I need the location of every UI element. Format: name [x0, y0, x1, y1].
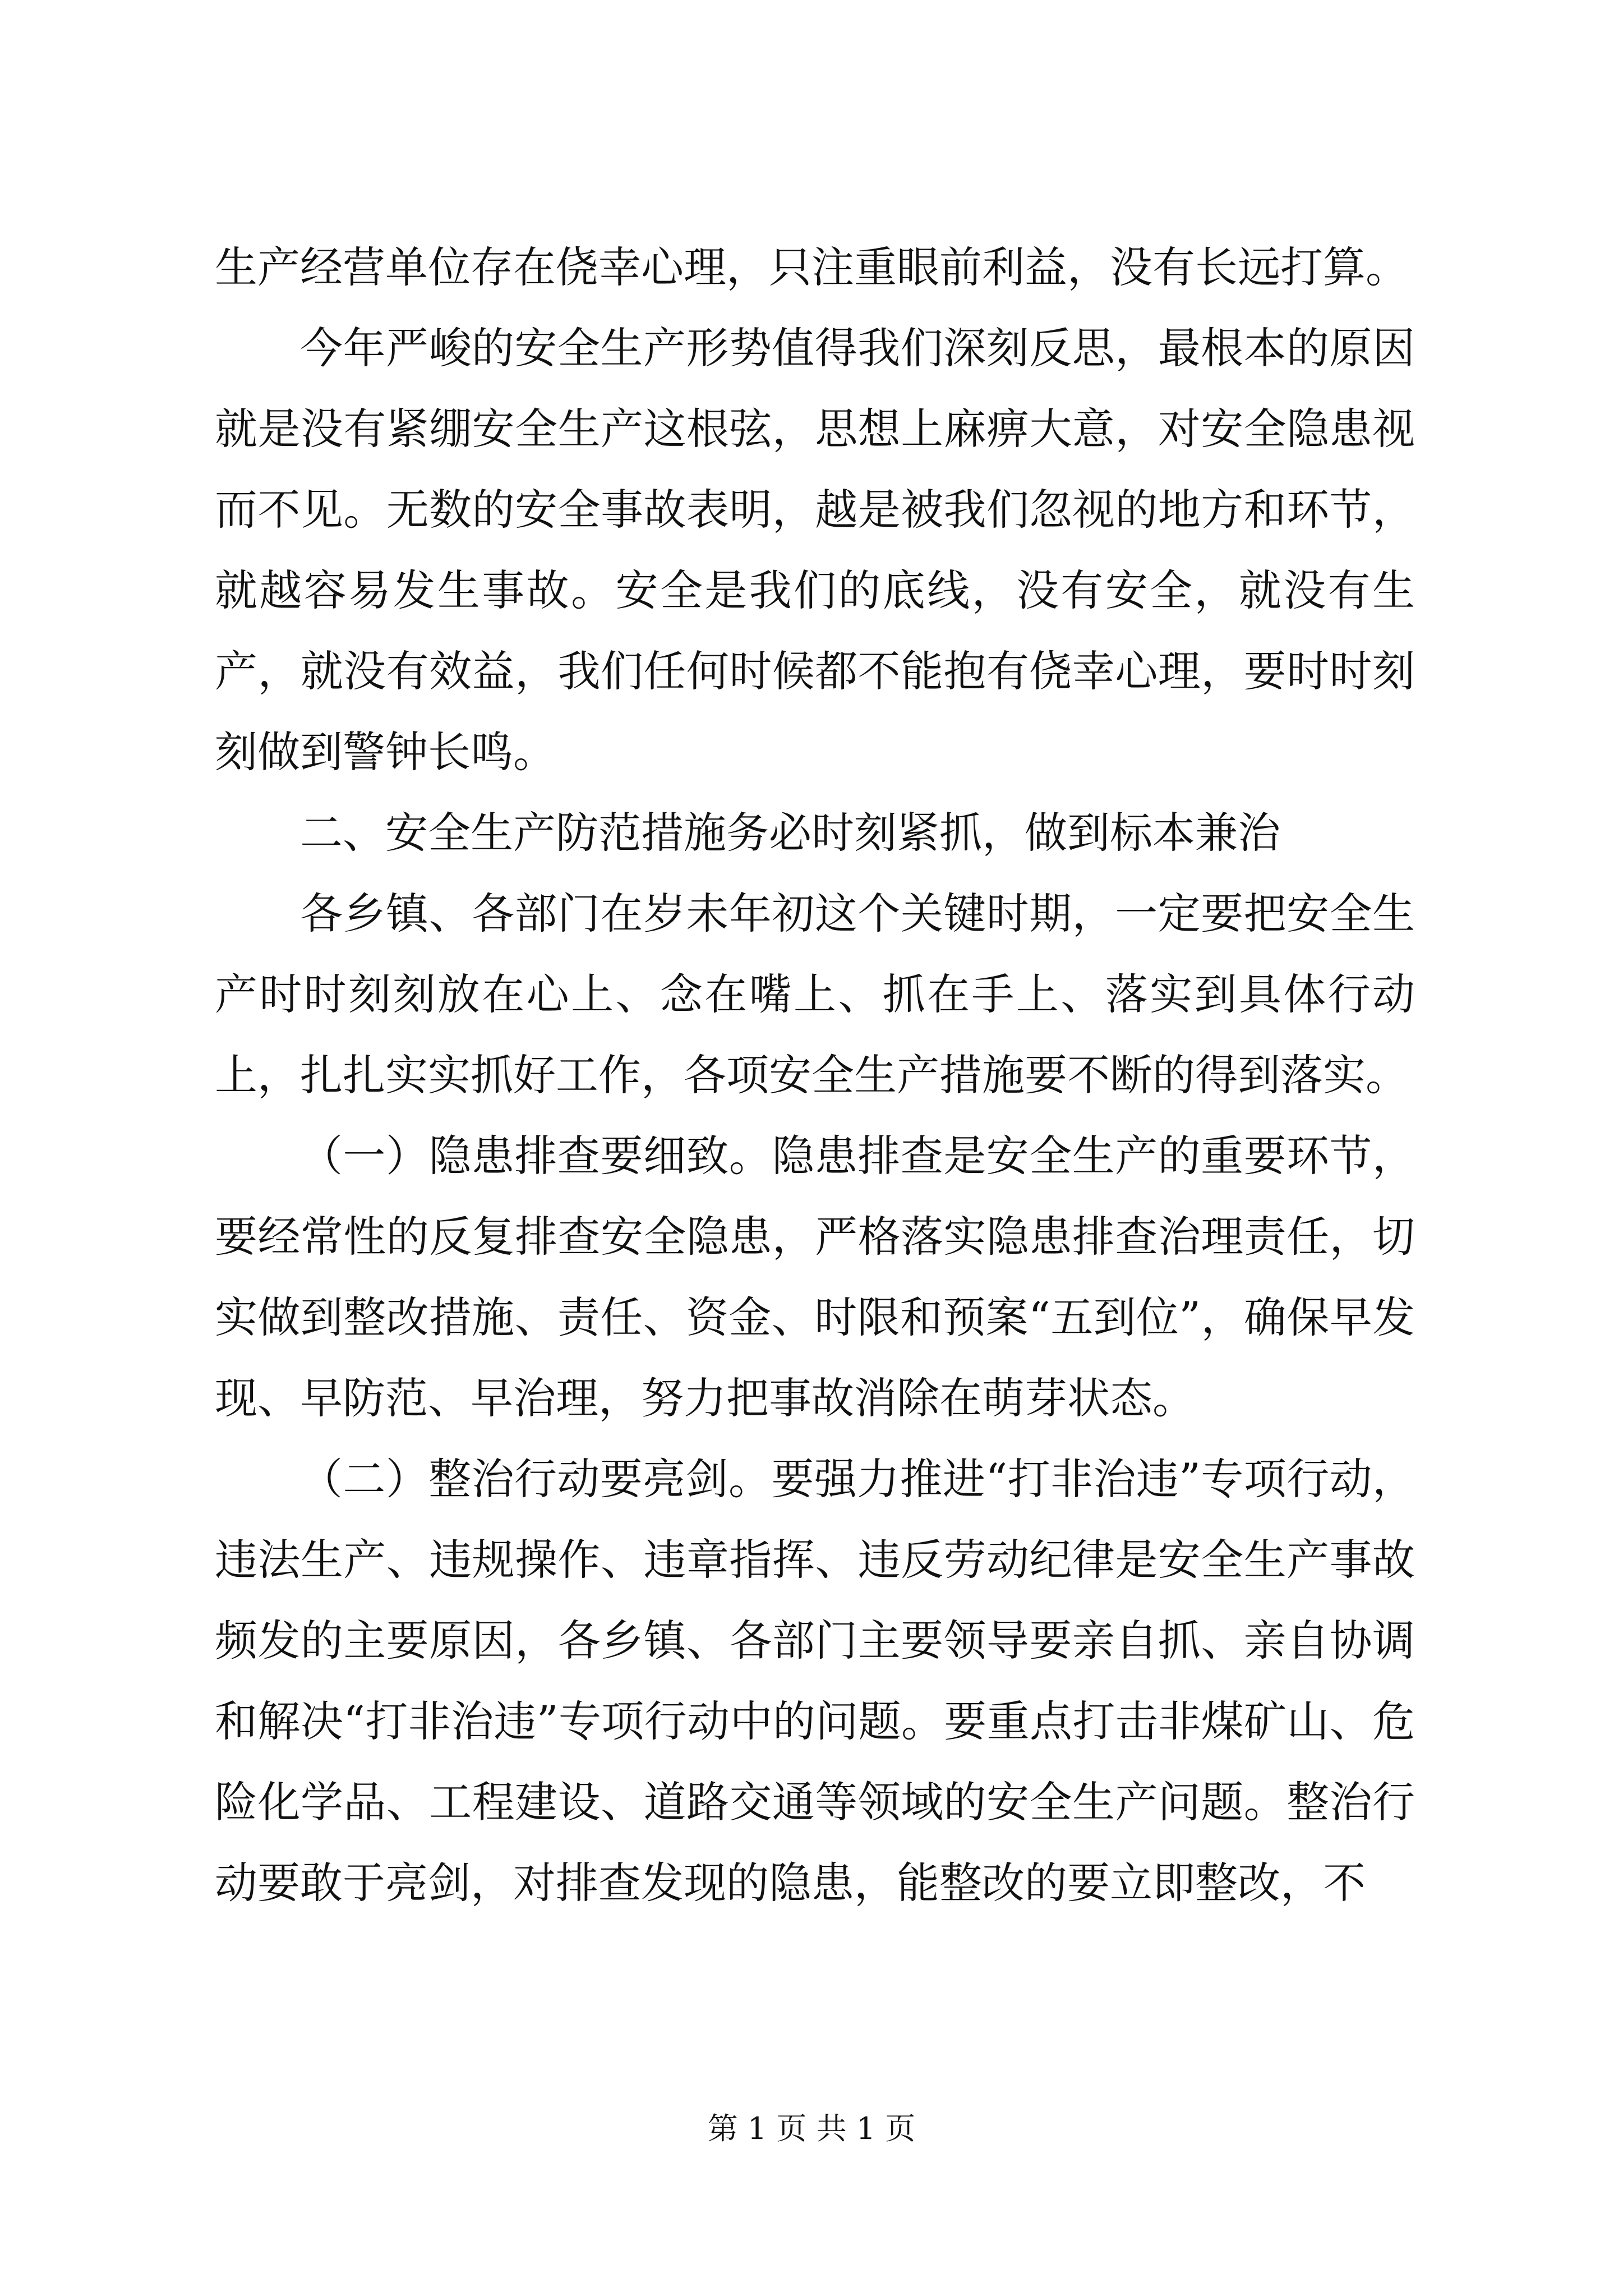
paragraph-2: 今年严峻的安全生产形势值得我们深刻反思，最根本的原因就是没有紧绷安全生产这根弦，思想上麻痹大意，对安全隐患视而不见。无数的安全事故表明，越是被我们忽视的地方和环节，就越容易发生事故。安全是我们的底线，没有安全，就没有生产，就没有效益，我们任何时候都不能抱有侥幸心理，要时时刻刻做到警钟长鸣。 [215, 323, 1415, 777]
paragraph-4: （一）隐患排查要细致。隐患排查是安全生产的重要环节，要经常性的反复排查安全隐患，严格落实隐患排查治理责任，切实做到整改措施、责任、资金、时限和预案“五到位”，确保早发现、早防范、早治理，努力把事故消除在萌芽状态。 [215, 1131, 1415, 1423]
paragraph-3: 各乡镇、各部门在岁未年初这个关键时期，一定要把安全生产时时刻刻放在心上、念在嘴上、抓在手上、落实到具体行动上，扎扎实实抓好工作，各项安全生产措施要不断的得到落实。 [215, 889, 1415, 1100]
document-body [215, 227, 1415, 1924]
section-heading-2: 二、安全生产防范措施务必时刻紧抓，做到标本兼治 [300, 808, 1280, 858]
page-footer: 第 1 页 共 1 页 [707, 2111, 916, 2146]
paragraph-1: 生产经营单位存在侥幸心理，只注重眼前利益，没有长远打算。 [215, 242, 1408, 292]
paragraph-5: （二）整治行动要亮剑。要强力推进“打非治违”专项行动，违法生产、违规操作、违章指挥、违反劳动纪律是安全生产事故频发的主要原因，各乡镇、各部门主要领导要亲自抓、亲自协调和解决“打非治违”专项行动中的问题。要重点打击非煤矿山、危险化学品、工程建设、道路交通等领域的安全生产问题。整治行动要敢于亮剑，对排查发现的隐患，能整改的要立即整改，不 [215, 1454, 1415, 1908]
